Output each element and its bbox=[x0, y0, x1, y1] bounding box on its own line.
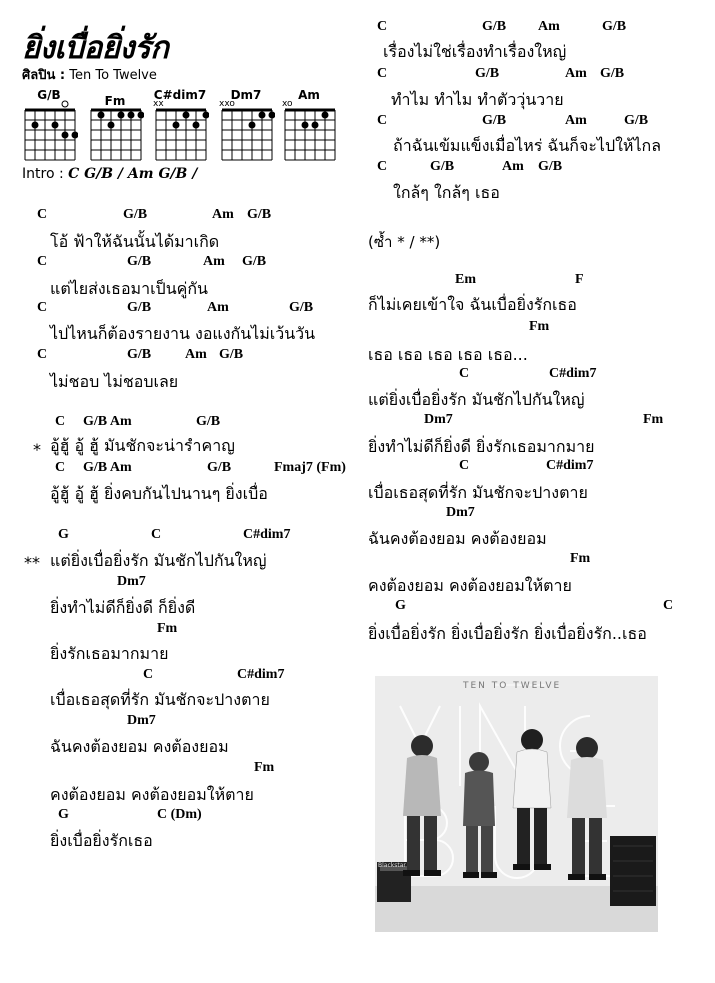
chord: Dm7 bbox=[117, 574, 146, 589]
chord: C bbox=[377, 66, 388, 81]
section-marker: ** bbox=[24, 553, 40, 572]
chord: C#dim7 bbox=[243, 527, 291, 542]
amp-label: Blackstar bbox=[378, 862, 406, 869]
chord: C bbox=[55, 460, 66, 475]
muted-strings: xo bbox=[282, 99, 293, 109]
lyric-line: เรื่องไม่ใช่เรื่องทำเรื่องใหญ่ bbox=[383, 42, 567, 61]
chord: C bbox=[377, 113, 388, 128]
muted-strings: xx bbox=[153, 99, 164, 109]
lyric-line: เบื่อเธอสุดที่รัก มันชักจะปางตาย bbox=[368, 483, 588, 502]
chord: G/B bbox=[207, 460, 232, 475]
chord: C bbox=[37, 254, 48, 269]
chord: Am bbox=[565, 66, 587, 81]
artist-label: ศิลปิน : bbox=[22, 68, 66, 83]
chord: Am bbox=[502, 159, 524, 174]
lyric-line: ก็ไม่เคยเข้าใจ ฉันเบื่อยิ่งรักเธอ bbox=[368, 295, 577, 314]
chord: G/B bbox=[289, 300, 314, 315]
chord: G/B bbox=[602, 19, 627, 34]
chord: G/B bbox=[127, 254, 152, 269]
chord: G/B bbox=[123, 207, 148, 222]
lyric-line: ไม่ชอบ ไม่ชอบเลย bbox=[50, 372, 179, 391]
chord: G/B bbox=[219, 347, 244, 362]
fretboard-gb bbox=[22, 88, 78, 162]
fretboard-csdim7 bbox=[153, 88, 209, 162]
lyric-line: คงต้องยอม คงต้องยอมให้ตาย bbox=[50, 785, 254, 804]
chord: C#dim7 bbox=[549, 366, 597, 381]
chord: Fm bbox=[529, 319, 550, 334]
chord: Dm7 bbox=[446, 505, 475, 520]
lyric-line: ยิ่งทำไม่ดีก็ยิ่งดี ก็ยิ่งดี bbox=[50, 598, 196, 617]
chord: C bbox=[151, 527, 162, 542]
chord: Fm bbox=[157, 621, 178, 636]
chord-diagram-am bbox=[282, 88, 338, 162]
chord-diagram-csdim7 bbox=[153, 88, 209, 162]
chord: Fm bbox=[643, 412, 664, 427]
repeat-note: (ซ้ำ * / **) bbox=[368, 233, 441, 251]
chord: G/B bbox=[624, 113, 649, 128]
chord: Am bbox=[185, 347, 207, 362]
chord-diagram-gb bbox=[22, 88, 78, 162]
song-title: ยิ่งเบื่อยิ่งรัก bbox=[22, 30, 169, 66]
chord: G/B bbox=[247, 207, 272, 222]
chord: C bbox=[37, 300, 48, 315]
lyric-line: คงต้องยอม คงต้องยอมให้ตาย bbox=[368, 576, 572, 595]
chord-diagram-name: Am bbox=[298, 88, 320, 102]
lyric-line: แต่ยิ่งเบื่อยิ่งรัก มันชักไปกันใหญ่ bbox=[50, 551, 267, 570]
chord: G bbox=[395, 598, 406, 613]
fretboard-fm bbox=[88, 88, 144, 162]
intro-chords: C G/B / Am G/B / bbox=[68, 166, 198, 182]
muted-strings: xxo bbox=[219, 99, 235, 109]
chord: G/B bbox=[127, 300, 152, 315]
artist-name: Ten To Twelve bbox=[69, 68, 157, 83]
chord-diagram-name: Fm bbox=[104, 94, 126, 108]
lyric-line: ฉันคงต้องยอม คงต้องยอม bbox=[368, 529, 547, 548]
lyric-line: ยิ่งเบื่อยิ่งรักเธอ bbox=[50, 831, 153, 850]
lyric-line: แต่ไยส่งเธอมาเป็นคู่กัน bbox=[50, 279, 208, 298]
chord: C#dim7 bbox=[546, 458, 594, 473]
lyric-line: อู้ฮู้ อู้ ฮู้ มันชักจะน่ารำคาญ bbox=[50, 436, 235, 455]
chord: C bbox=[459, 458, 470, 473]
lyric-line: ทำไม ทำไม ทำตัววุ่นวาย bbox=[391, 90, 564, 109]
fretboard-am bbox=[282, 88, 338, 162]
chord: C bbox=[37, 347, 48, 362]
chord-diagram-fm bbox=[88, 88, 144, 162]
lyric-line: ถ้าฉันเข้มแข็งเมื่อไหร่ ฉันก็จะไปให้ไกล bbox=[393, 136, 662, 155]
chord: G/B bbox=[242, 254, 267, 269]
fretboard-dm7 bbox=[219, 88, 275, 162]
lyric-line: ยิ่งเบื่อยิ่งรัก ยิ่งเบื่อยิ่งรัก ยิ่งเบื่อยิ่งรัก..เธอ bbox=[368, 624, 647, 643]
lyric-line: ใกล้ๆ ใกล้ๆ เธอ bbox=[393, 183, 500, 202]
lyric-line: แต่ยิ่งเบื่อยิ่งรัก มันชักไปกันใหญ่ bbox=[368, 390, 585, 409]
chord: G/B Am bbox=[83, 414, 132, 429]
chord: C bbox=[459, 366, 470, 381]
lyric-line: ยิ่งรักเธอมากมาย bbox=[50, 644, 169, 663]
chord: C bbox=[37, 207, 48, 222]
chord: Dm7 bbox=[127, 713, 156, 728]
lyric-line: อู้ฮู้ อู้ ฮู้ ยิ่งคบกันไปนานๆ ยิ่งเบื่อ bbox=[50, 484, 268, 503]
chord: Fmaj7 (Fm) bbox=[274, 460, 346, 475]
chord: G/B bbox=[538, 159, 563, 174]
lyric-line: เธอ เธอ เธอ เธอ เธอ... bbox=[368, 345, 528, 364]
chord: F bbox=[575, 272, 584, 287]
chord-diagram-name: G/B bbox=[37, 88, 61, 102]
chord: Em bbox=[455, 272, 476, 287]
intro-line bbox=[22, 166, 197, 182]
chord: Am bbox=[203, 254, 225, 269]
chord: C (Dm) bbox=[157, 807, 202, 822]
chord: Dm7 bbox=[424, 412, 453, 427]
chord: G/B bbox=[475, 66, 500, 81]
chord: Fm bbox=[570, 551, 591, 566]
chord: Am bbox=[212, 207, 234, 222]
chord: C bbox=[663, 598, 674, 613]
artist-line bbox=[22, 64, 157, 85]
chord: G/B bbox=[482, 113, 507, 128]
chord-diagram-dm7 bbox=[219, 88, 275, 162]
chord: G bbox=[58, 527, 69, 542]
chord-diagram-name: Dm7 bbox=[230, 88, 262, 102]
intro-label: Intro : bbox=[22, 166, 64, 182]
chord: G/B bbox=[127, 347, 152, 362]
chord: G/B Am bbox=[83, 460, 132, 475]
chord: Am bbox=[565, 113, 587, 128]
chord: G/B bbox=[430, 159, 455, 174]
chord: G bbox=[58, 807, 69, 822]
chord: Am bbox=[207, 300, 229, 315]
chord: C bbox=[55, 414, 66, 429]
section-marker: * bbox=[33, 440, 41, 459]
chord: G/B bbox=[196, 414, 221, 429]
album-cover bbox=[375, 676, 658, 932]
lyric-line: ฉันคงต้องยอม คงต้องยอม bbox=[50, 737, 229, 756]
chord: Am bbox=[538, 19, 560, 34]
chord: C bbox=[377, 19, 388, 34]
lyric-line: ไปไหนก็ต้องรายงาน งอแงกันไม่เว้นวัน bbox=[50, 324, 316, 343]
album-cover-art bbox=[375, 676, 658, 932]
lyric-line: โอ้ ฟ้าให้ฉันนั้นได้มาเกิด bbox=[50, 232, 220, 251]
chord: Fm bbox=[254, 760, 275, 775]
lyric-line: เบื่อเธอสุดที่รัก มันชักจะปางตาย bbox=[50, 690, 270, 709]
album-band-name: TEN TO TWELVE bbox=[463, 681, 562, 691]
lyric-line: ยิ่งทำไม่ดีก็ยิ่งดี ยิ่งรักเธอมากมาย bbox=[368, 437, 595, 456]
chord: C bbox=[143, 667, 154, 682]
chord-diagram-name: C#dim7 bbox=[153, 88, 207, 102]
chord: C bbox=[377, 159, 388, 174]
chord: G/B bbox=[600, 66, 625, 81]
chord: C#dim7 bbox=[237, 667, 285, 682]
chord: G/B bbox=[482, 19, 507, 34]
